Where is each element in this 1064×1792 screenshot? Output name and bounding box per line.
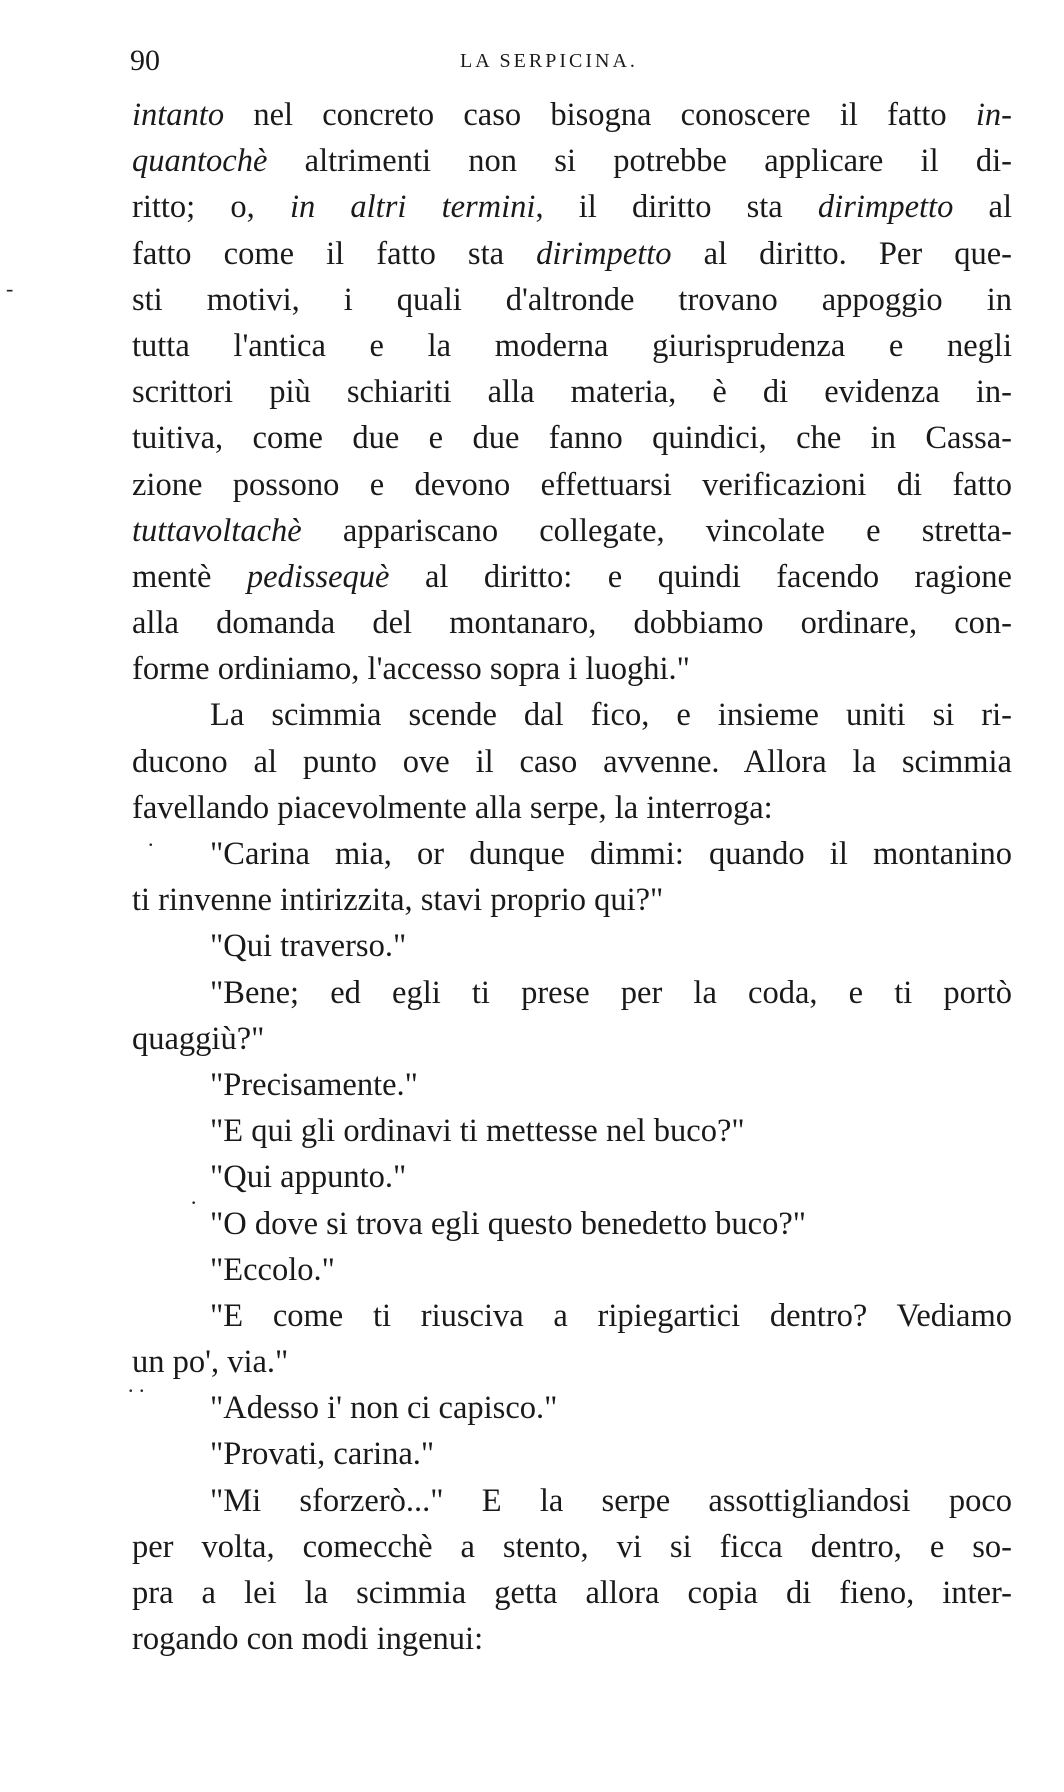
text-line [132,462,1012,508]
text-segment: "Adesso i' non ci capisco." [210,1390,558,1427]
text-line [132,600,1012,646]
text-segment: "Precisamente." [210,1066,418,1103]
text-line [132,739,1012,785]
text-segment: "Qui appunto." [210,1159,407,1196]
text-line [132,415,1012,461]
text-line [132,877,1012,923]
stray-dot-mark: . . [128,1372,145,1397]
text-segment: La scimmia scende dal fico, e insieme uniti si ri- [210,697,1012,734]
text-line [132,1201,1012,1247]
text-segment: "Mi sforzerò..." E la serpe assottigliandosi poco [210,1482,1012,1519]
text-segment: tutta l'antica e la moderna giurisprudenza e negli [132,327,1012,364]
text-line [132,554,1012,600]
text-segment: altrimenti non si potrebbe applicare il di- [267,143,1012,180]
text-segment: per volta, comecchè a stento, vi si ficca dentro, e so- [132,1528,1012,1565]
italic-text-segment: in altri termini [289,189,536,226]
text-segment: "E come ti riusciva a ripiegartici dentro? Vediamo [210,1297,1012,1334]
text-segment: al diritto. Per que- [671,235,1013,272]
text-line [132,1570,1012,1616]
text-segment: favellando piacevolmente alla serpe, la interroga: [132,789,773,826]
text-line [132,323,1012,369]
text-segment: mentè [132,558,247,595]
text-segment: ti rinvenne intirizzita, stavi proprio qui?" [132,882,664,919]
text-segment: sti motivi, i quali d'altronde trovano appoggio in [132,281,1012,318]
text-segment: forme ordiniamo, l'accesso sopra i luoghi." [132,651,690,688]
italic-text-segment: intanto [132,97,225,133]
text-line [132,508,1012,554]
text-segment: "E qui gli ordinavi ti mettesse nel buco?" [210,1113,745,1150]
running-title: LA SERPICINA. [460,50,638,72]
text-segment: nel concreto caso bisogna conoscere il fatto [224,97,976,133]
page-header [130,44,1010,84]
text-segment: ritto; o, [132,189,290,226]
text-line [132,923,1012,969]
text-segment: rogando con modi ingenui: [132,1621,484,1658]
text-segment: tuitiva, come due e due fanno quindici, che in Cassa- [132,420,1012,457]
italic-text-segment: pedissequè [246,558,390,595]
text-line [132,1293,1012,1339]
text-line [132,1478,1012,1524]
text-segment: un po', via." [132,1344,289,1381]
text-segment: "Eccolo." [210,1251,335,1288]
text-line [132,692,1012,738]
text-line [132,138,1012,184]
text-line [132,1524,1012,1570]
text-line [132,1339,1012,1385]
text-line [132,184,1012,230]
text-segment: "O dove si trova egli questo benedetto buco?" [210,1205,807,1242]
text-line [132,646,1012,692]
text-line [132,369,1012,415]
italic-text-segment: quantochè [132,143,268,180]
italic-text-segment: tuttavoltachè [132,512,302,549]
text-segment: al [953,189,1012,226]
text-segment: fatto come il fatto sta [132,235,537,272]
margin-dash-mark: - [6,276,14,301]
text-segment: , il diritto sta [535,189,818,226]
stray-dot-mark: · [190,1190,198,1215]
text-segment: quaggiù?" [132,1020,265,1057]
text-segment: ducono al punto ove il caso avvenne. Allora la scimmia [132,743,1012,780]
page-number: 90 [130,44,160,77]
text-line [132,231,1012,277]
text-segment: pra a lei la scimmia getta allora copia di fieno, inter- [132,1575,1012,1611]
stray-dot-mark: . [148,826,154,851]
text-line [132,1154,1012,1200]
text-line [132,1016,1012,1062]
text-line [132,970,1012,1016]
body-text [132,92,1012,1662]
text-line [132,1616,1012,1662]
text-segment: "Provati, carina." [210,1436,435,1473]
text-segment: "Bene; ed egli ti prese per la coda, e ti portò [210,974,1012,1011]
text-line [132,1385,1012,1431]
text-segment: "Carina mia, or dunque dimmi: quando il montanino [210,836,1012,872]
text-segment: al diritto: e quindi facendo ragione [389,558,1012,595]
text-segment: scrittori più schiariti alla materia, è di evidenza in- [132,374,1012,411]
text-line [132,277,1012,323]
text-segment: alla domanda del montanaro, dobbiamo ordinare, con- [132,605,1012,642]
italic-text-segment: dirimpetto [817,189,954,226]
text-line [132,831,1012,877]
text-line [132,92,1012,138]
italic-text-segment: dirimpetto [536,235,672,272]
text-line [132,1247,1012,1293]
text-line [132,785,1012,831]
text-segment: "Qui traverso." [210,928,407,965]
italic-text-segment: in- [975,97,1012,133]
text-segment: zione possono e devono effettuarsi verificazioni di fatto [132,466,1012,503]
text-segment: appariscano collegate, vincolate e stretta- [301,512,1012,549]
text-line [132,1062,1012,1108]
text-line [132,1108,1012,1154]
text-line [132,1431,1012,1477]
